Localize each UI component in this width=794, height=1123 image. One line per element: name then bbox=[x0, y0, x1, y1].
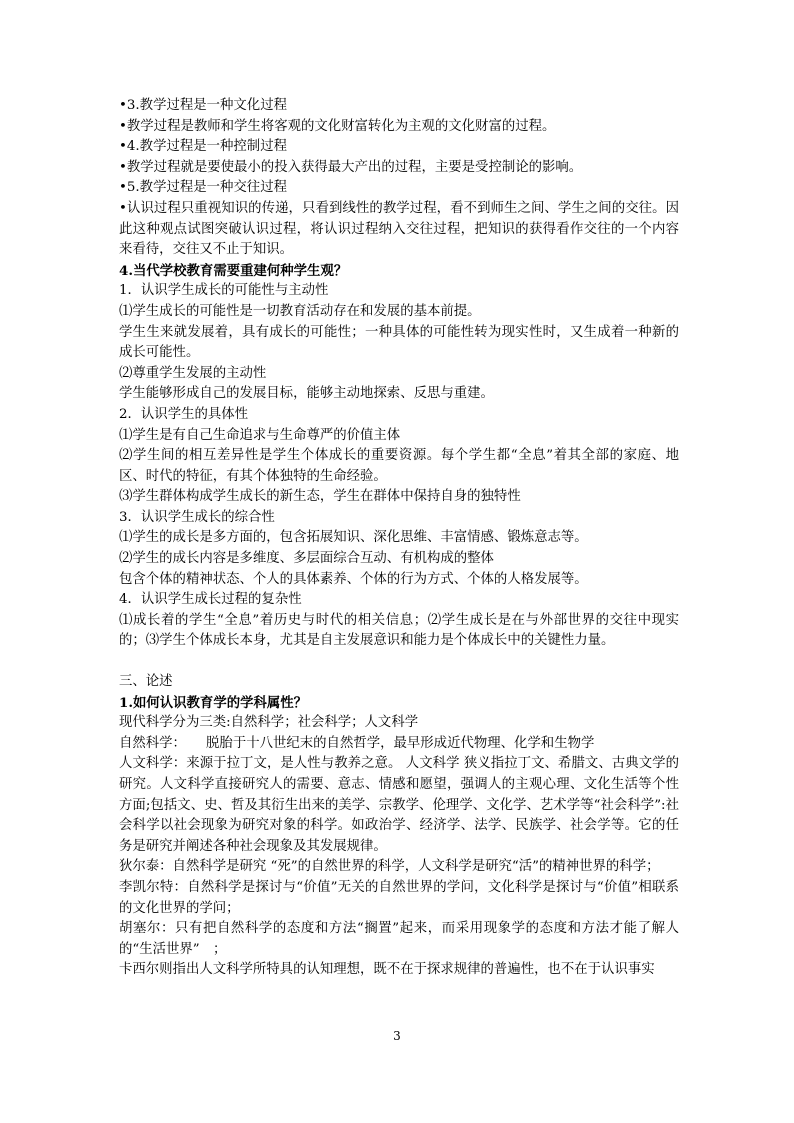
paragraph: 2．认识学生的具体性 bbox=[119, 406, 249, 422]
paragraph: ⑴学生是有自己生命追求与生命尊严的价值主体 bbox=[119, 427, 401, 443]
paragraph: •教学过程是教师和学生将客观的文化财富转化为主观的文化财富的过程。 bbox=[119, 118, 556, 134]
paragraph: ⑴学生的成长是多方面的，包含拓展知识、深化思维、丰富情感、锻炼意志等。 bbox=[119, 530, 588, 546]
paragraph: 4．认识学生成长过程的复杂性 bbox=[119, 592, 302, 608]
question-heading: 4.当代学校教育需要重建何种学生观？ bbox=[119, 262, 348, 279]
paragraph: ⑶学生群体构成学生成长的新生态，学生在群体中保持自身的独特性 bbox=[119, 489, 521, 505]
paragraph: •5.教学过程是一种交往过程 bbox=[119, 180, 287, 196]
paragraph: 学生能够形成自己的发展目标，能够主动地探索、反思与重建。 bbox=[119, 386, 494, 402]
paragraph: 现代科学分为三类:自然科学；社会科学；人文科学 bbox=[119, 715, 419, 731]
paragraph: 狄尔泰：自然科学是研究 “死”的自然世界的科学，人文科学是研究“活”的精神世界的科学； bbox=[119, 859, 660, 875]
paragraph: 3．认识学生成长的综合性 bbox=[119, 509, 275, 525]
paragraph: ⑴成长着的学生“全息”着历史与时代的相关信息；⑵学生成长是在与外部世界的交往中现实的；⑶学生个体成长本身，尤其是自主发展意识和能力是个体成长中的关键性力量。 bbox=[119, 612, 679, 649]
paragraph: ⑵尊重学生发展的主动性 bbox=[119, 365, 267, 381]
page-number: 3 bbox=[393, 1029, 401, 1043]
paragraph: 卡西尔则指出人文科学所特具的认知理想，既不在于探求规律的普遍性，也不在于认识事实 bbox=[119, 962, 655, 978]
section-title: 三、论述 bbox=[119, 674, 173, 690]
paragraph: •教学过程就是要使最小的投入获得最大产出的过程，主要是受控制论的影响。 bbox=[119, 159, 583, 175]
paragraph: 包含个体的精神状态、个人的具体素养、个体的行为方式、个体的人格发展等。 bbox=[119, 571, 588, 587]
paragraph: 自然科学： 脱胎于十八世纪末的自然哲学，最早形成近代物理、化学和生物学 bbox=[119, 735, 595, 751]
paragraph: •3.教学过程是一种文化过程 bbox=[119, 98, 287, 113]
paragraph: 胡塞尔：只有把自然科学的态度和方法“搁置”起来，而采用现象学的态度和方法才能了解人的“生活世界” ； bbox=[119, 921, 679, 957]
paragraph: 学生生来就发展着，具有成长的可能性；一种具体的可能性转为现实性时，又生成着一种新的成长可能性。 bbox=[119, 324, 679, 361]
paragraph: 李凯尔特：自然科学是探讨与“价值”无关的自然世界的学问，文化科学是探讨与“价值”相联系的文化世界的学问； bbox=[119, 879, 679, 916]
document-body bbox=[119, 96, 679, 981]
spacer bbox=[119, 652, 679, 672]
paragraph: 1．认识学生成长的可能性与主动性 bbox=[119, 283, 329, 299]
paragraph: 人文科学：来源于拉丁文，是人性与教养之意。 人文科学 狭义指拉丁文、希腊文、古典文学的研究。人文科学直接研究人的需要、意志、情感和愿望，强调人的主观心理、文化生活等个性方面;包括文、史、哲及其衍生出来的美学、宗教学、伦理学、文化学、艺术学等“社会科学”:社会科学以社会现象为研究对象的科学。如政治学、经济学、法学、民族学、社会学等。它的任务是研究并阐述各种社会现象及其发展规律。 bbox=[119, 756, 679, 854]
question-heading: 1.如何认识教育学的学科属性？ bbox=[119, 694, 308, 711]
paragraph: •认识过程只重视知识的传递，只看到线性的教学过程，看不到师生之间、学生之间的交往。因此这种观点试图突破认识过程，将认识过程纳入交往过程，把知识的获得看作交往的一个内容来看待，交往又不止于知识。 bbox=[119, 200, 679, 258]
paragraph: ⑴学生成长的可能性是一切教育活动存在和发展的基本前提。 bbox=[119, 303, 481, 319]
paragraph: ⑵学生的成长内容是多维度、多层面综合互动、有机构成的整体 bbox=[119, 551, 494, 567]
paragraph: •4.教学过程是一种控制过程 bbox=[119, 139, 287, 155]
paragraph: ⑵学生间的相互差异性是学生个体成长的重要资源。每个学生都“全息”着其全部的家庭、地区、时代的特征，有其个体独特的生命经验。 bbox=[119, 448, 679, 484]
